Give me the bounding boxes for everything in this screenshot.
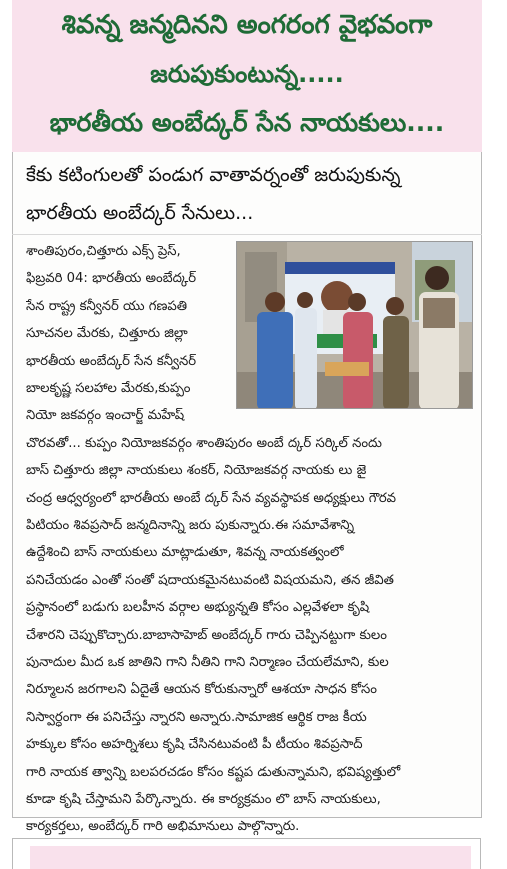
article-body-line: పిటియం శివప్రసాద్ జన్మదినాన్ని జరు పుకున్నారు.ఈ సమావేశాన్ని [26,518,355,533]
article-body-line: బాస్ చిత్తూరు జిల్లా నాయకులు శంకర్, నియోజకవర్గ నాయకు లు జై [26,463,367,479]
article-body-line: చొరవతో... కుప్పం నియోజకవర్గం శాంతిపురం అంబే ద్కర్ సర్కిల్ నందు [26,435,382,451]
article-body-line: హక్కుల కోసం అహర్నిశలు కృషి చేసినటువంటి పీ టీయం శివప్రసాద్ [26,737,363,753]
article-body-line: కూడా కృషి చేస్తామని పేర్కొన్నారు. ఈ కార్యక్రమం లొ బాస్ నాయకులు, [26,792,381,807]
article-body-line: నిర్మూలన జరగాలని ఏదైతే ఆయన కోరుకున్నారో ఆశయా సాధన కోసం [26,682,377,698]
article-body-line: నిస్వార్ధంగా ఈ పనిచేస్తు న్నారని అన్నారు.సామాజిక ఆర్థిక రాజ కీయ [26,709,367,725]
article-body-line: ఉద్దేశించి బాస్ నాయకులు మాట్లాడుతూ, శివన్న నాయకత్వంలో [26,545,344,561]
article-body-line: సేన రాష్ట్ర కన్వీనర్ యు గణపతి [26,298,188,314]
article-body-line: సూచనల మేరకు, చిత్తూరు జిల్లా [26,326,188,342]
event-photo [236,241,473,409]
divider [12,234,482,235]
event-photo-illustration [237,242,473,409]
article-body-line: గారి నాయక త్వాన్ని బలపరచడం కోసం కష్టప డుతున్నామని, భవిష్యత్తులో [26,764,401,780]
article-body-line: చేశారని చెప్పుకొచ్చారు.బాబాసాహెబ్ అంబేద్కర్ గారు చెప్పినట్టుగా కులం [26,627,387,643]
headline-line-2: జరుపుకుంటున్న..... [150,60,344,88]
subheadline-line-1: కేకు కటింగులతో పండుగ వాతావర్నంతో జరుపుకున్న [26,164,401,186]
article-body-line: పనిచేయడం ఎంతో సంతో షదాయకమైనటువంటి విషయమని, తన జీవిత [26,572,394,588]
article-body-line: ప్రస్థానంలో బడుగు బలహీన వర్గాల అభ్యున్నతి కోసం ఎల్లవేళలా కృషి [26,600,370,616]
headline-block [12,0,482,152]
article-body-line: నియో జకవర్గం ఇంచార్జ్ మహేష్ [26,408,185,424]
article-body-line: కార్యకర్తలు, అంబేద్కర్ గారి అభిమానులు పాల్గొన్నారు. [26,819,300,835]
article-body-line: భారతీయ అంబేద్కర్ సేన కన్వీనర్ [26,353,197,369]
article-body-line: చంద్ర ఆధ్వర్యంలో భారతీయ అంబే ద్కర్ సేన వ్యవస్థాపక అధ్యక్షులు గౌరవ [26,490,397,506]
next-article-heading-strip [30,846,471,869]
article-body-line: బాలకృష్ణ సలహాల మేరకు,కుప్పం [26,381,191,396]
headline-line-1: శివన్న జన్మదినని అంగరంగ వైభవంగా [61,10,433,40]
headline-line-3: భారతీయ అంబేద్కర్ సేన నాయకులు.... [49,108,445,137]
article-body-line: పునాదుల మీద ఒక జాతిని గాని నీతిని గాని నిర్మాణం చేయలేమాని, కుల [26,655,389,670]
article-body-line: శాంతిపురం,చిత్తూరు ఎక్స్ ప్రెస్, [26,244,181,259]
article-body-line: ఫిబ్రవరి 04: భారతీయ అంబేద్కర్ [26,271,197,287]
subheadline-line-2: భారతీయ అంబేద్కర్ సేనులు... [26,202,254,224]
